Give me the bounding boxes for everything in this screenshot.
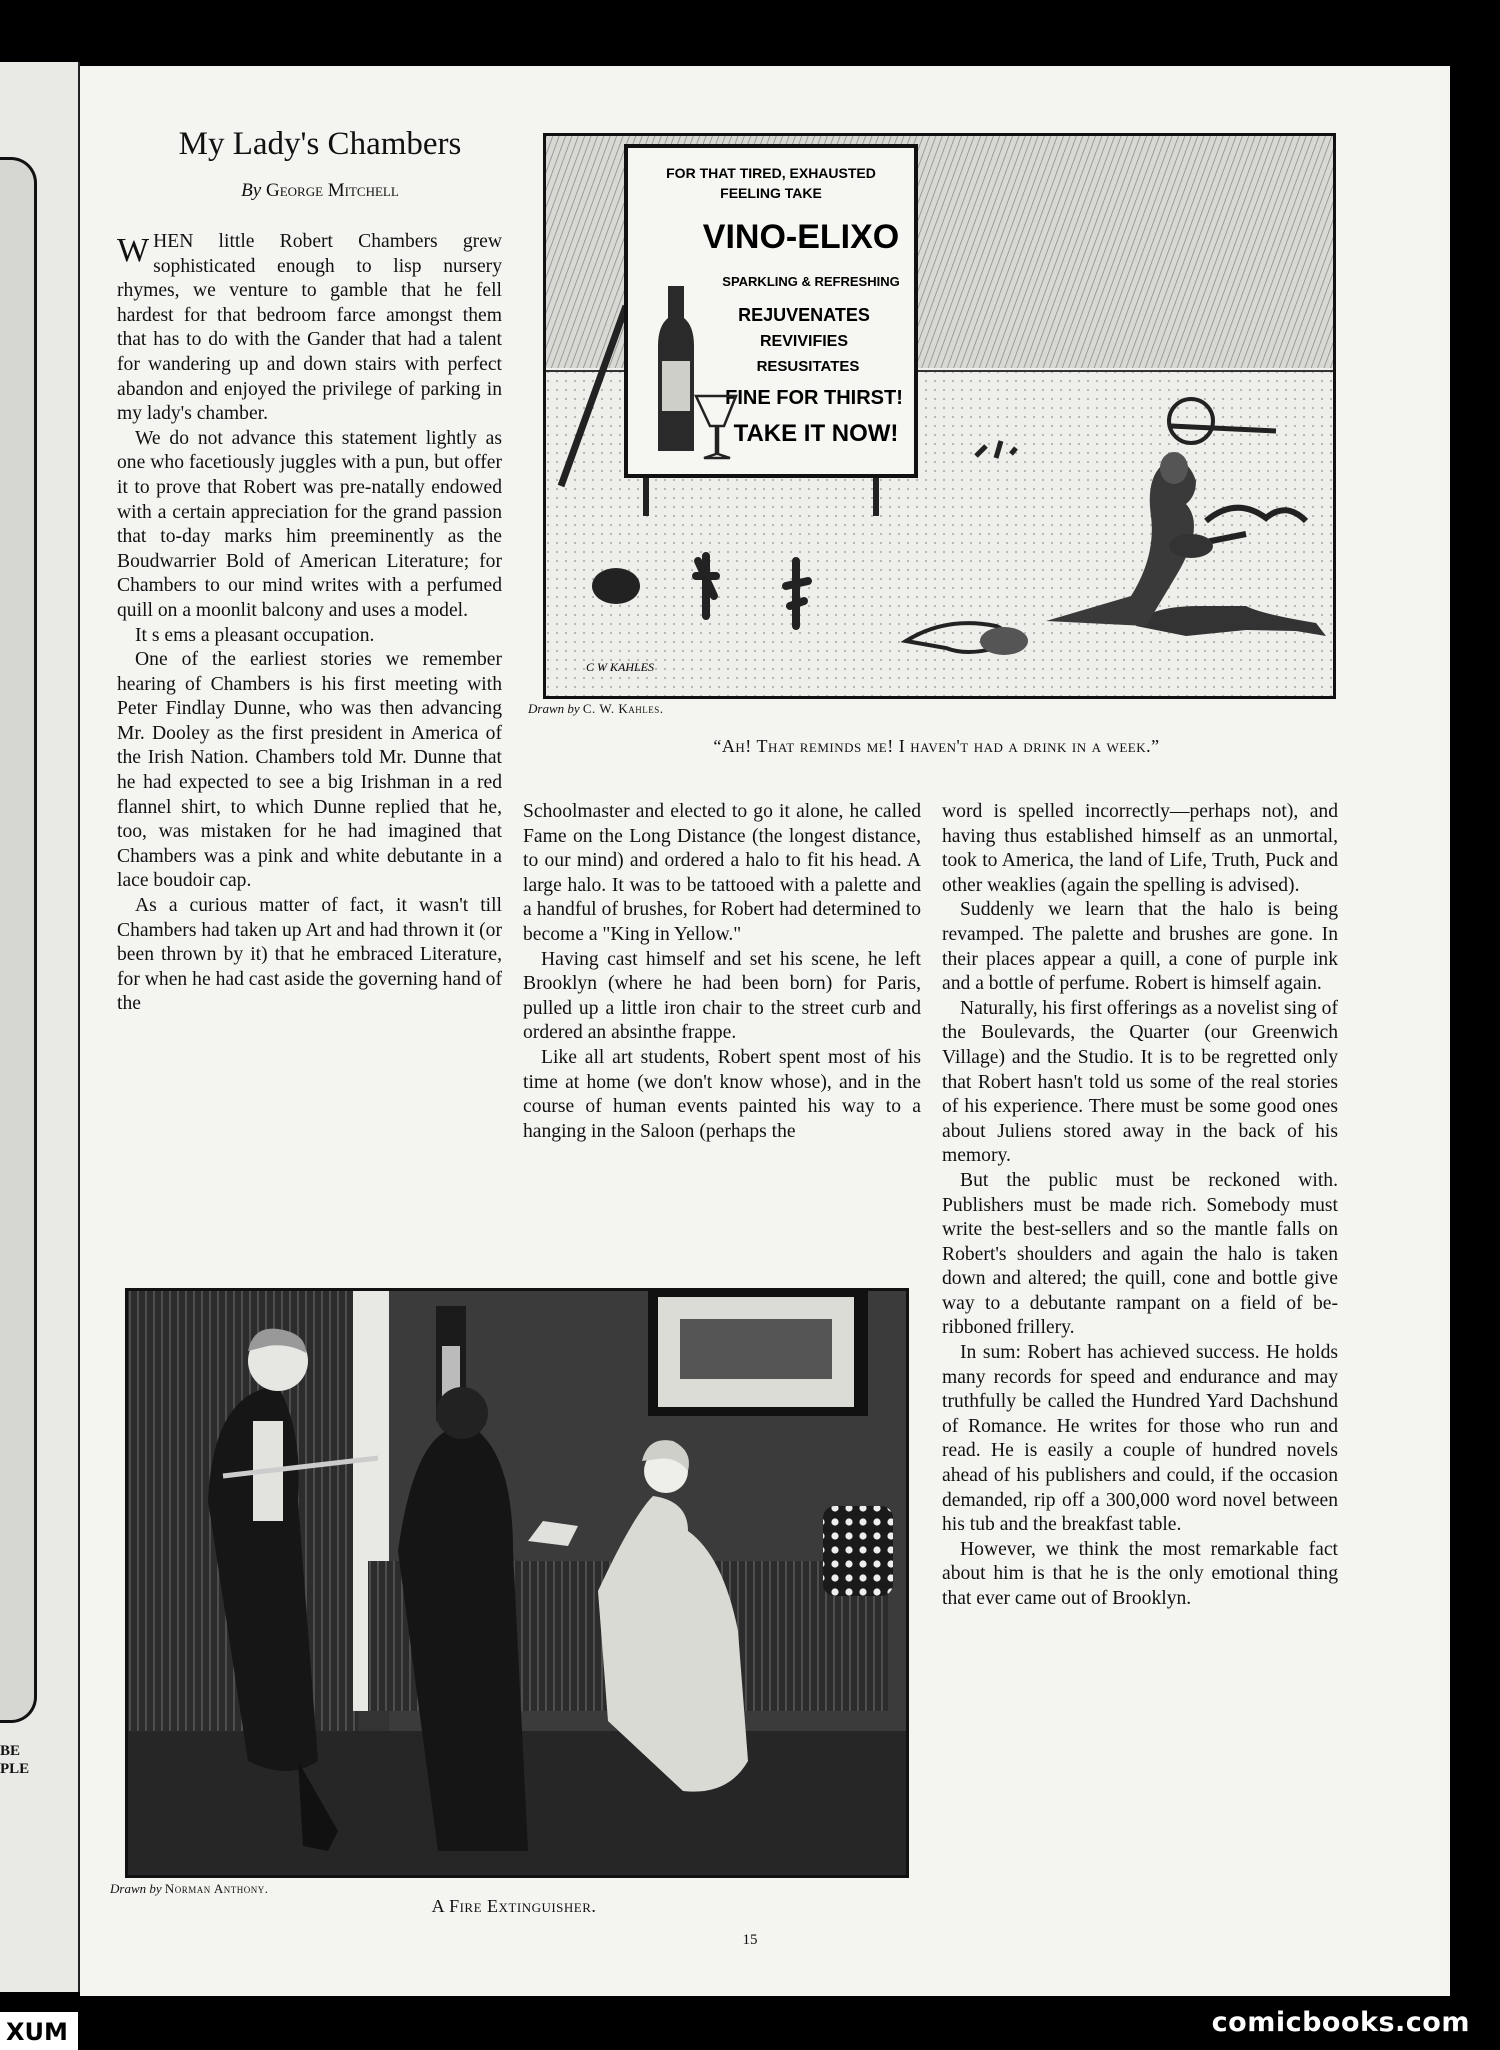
facing-page-fragment: BE [0, 1743, 21, 1759]
page-number: 15 [742, 1932, 758, 1948]
paragraph: It s ems a pleasant occupation. [135, 624, 375, 646]
facing-page-fragment: PLE [0, 1761, 30, 1777]
paragraph: One of the earliest stories we remember hearing of Chambers is his first meeting with Peter Findlay Dunne, who was then advancing Mr. Dooley as the first president in America of the Irish Nation. Chambers told Mr. Dunne that he had expected to see a big Irishman in a red flannel shirt, to which Dunne replied that he, too, was mistaken for he had imagined that Chambers was a pink and white debutante in a lace boudoir cap. [117, 649, 502, 892]
sign-text: SPARKLING & REFRESHING [722, 274, 900, 289]
paragraph: Naturally, his first offerings as a novelist sing of the Boulevards, the Quarter (our Greenwich Village) and the Studio. It is to be regretted only that Robert hasn't told us some of the real stories of his experience. There must be some good ones about Juliens stored away in the back of his memory. [942, 997, 1338, 1167]
paragraph: Like all art students, Robert spent most of his time at home (we don't know whose), and in the course of human events painted his way to a hanging in the Saloon (perhaps the [523, 1046, 921, 1142]
facing-page-edge [0, 62, 80, 1992]
sign-text: FEELING TAKE [720, 185, 822, 201]
parlor-scene-illustration [128, 1291, 906, 1875]
sign-text: REJUVENATES [738, 305, 870, 325]
paragraph: However, we think the most remarkable fact about him is that he is the only emotional thing that ever came out of Brooklyn. [942, 1538, 1338, 1609]
article-column-3 [942, 800, 1338, 1612]
article-column-1 [117, 230, 502, 1017]
desert-sign-illustration [546, 136, 1333, 696]
paragraph: Schoolmaster and elected to go it alone, he called Fame on the Long Distance (the longest distance, to our mind) and ordered a halo to fit his head. A large halo. It was to be tattooed with a palette and a handful of brushes, for Robert had determined to become a "King in Yellow." [523, 801, 921, 945]
illustration-caption: “Ah! That reminds me! I haven't had a drink in a week.” [713, 736, 1160, 756]
sign-text: VINO-ELIXO [702, 218, 900, 256]
article-title: My Lady's Chambers [178, 126, 462, 162]
paragraph: Having cast himself and set his scene, he left Brooklyn (where he had been born) for Paris, pulled up a little iron chair to the street curb and ordered an absinthe frappe. [523, 948, 921, 1044]
paragraph: We do not advance this statement lightly as one who facetiously juggles with a pun, but offer it to prove that Robert was pre-natally endowed with a certain appreciation for the grand passion that to-day marks him preeminently as the Boudwarrier Bold of American Literature; for Chambers to our mind writes with a perfumed quill on a moonlit balcony and uses a model. [117, 427, 502, 621]
author-name: George Mitchell [265, 180, 399, 201]
paragraph: WHEN little Robert Chambers grew sophisticated enough to lisp nursery rhymes, we venture to gamble that he fell hardest for that bedroom farce amongst them that has to do with the Gander that had a talent for wandering up and down stairs with perfect abandon and enjoyed the privilege of parking in my lady's chamber. [117, 231, 502, 425]
sign-text: RESUSITATES [756, 358, 860, 375]
byline [140, 180, 500, 202]
drop-cap: W [117, 232, 150, 269]
illustration-caption: A Fire Extinguisher. [431, 1896, 597, 1916]
paragraph: In sum: Robert has achieved success. He holds many records for speed and endurance and may truthfully be called the Hundred Yard Dachshund of Romance. He writes for those who run and read. He is easily a couple of hundred novels ahead of his publishers and could, if the occasion demanded, rip off a 300,000 word novel between his tub and the breakfast table. [942, 1342, 1338, 1536]
artist-signature: C W KAHLES [586, 660, 655, 674]
cartoon-fire-extinguisher [125, 1288, 909, 1878]
sign-text: TAKE IT NOW! [733, 420, 899, 447]
illustration-credit: Drawn by Norman Anthony. [110, 1881, 269, 1896]
cartoon-desert-sign [543, 133, 1336, 699]
paragraph: Suddenly we learn that the halo is being revamped. The palette and brushes are gone. In their places appear a quill, a cone of purple ink and a bottle of perfume. Robert is himself again. [942, 899, 1338, 995]
corner-tag: XUM [0, 2012, 78, 2050]
site-watermark: comicbooks.com [1211, 2007, 1470, 2038]
illustration-credit: Drawn by C. W. Kahles. [528, 701, 664, 716]
sign-text: FOR THAT TIRED, EXHAUSTED [666, 165, 876, 181]
paragraph: But the public must be reckoned with. Publishers must be made rich. Somebody must write the best-sellers and so the mantle falls on Robert's shoulders and again the halo is taken down and altered; the quill, cone and bottle give way to a debutante rampant on a field of be-ribboned frillery. [942, 1169, 1338, 1339]
sign-text: REVIVIFIES [759, 333, 849, 350]
paragraph: word is spelled incorrectly—perhaps not), and having thus established himself as an unmortal, took to America, the land of Life, Truth, Puck and other weaklies (again the spelling is advised). [942, 801, 1338, 896]
byline-prefix: By [241, 180, 262, 201]
facing-page-strip [0, 157, 37, 1723]
article-column-2 [523, 800, 921, 1144]
sign-text: FINE FOR THIRST! [725, 387, 903, 409]
paragraph: As a curious matter of fact, it wasn't till Chambers had taken up Art and had thrown it (or been thrown by it) that he embraced Literature, for when he had cast aside the governing hand of the [117, 895, 502, 1015]
